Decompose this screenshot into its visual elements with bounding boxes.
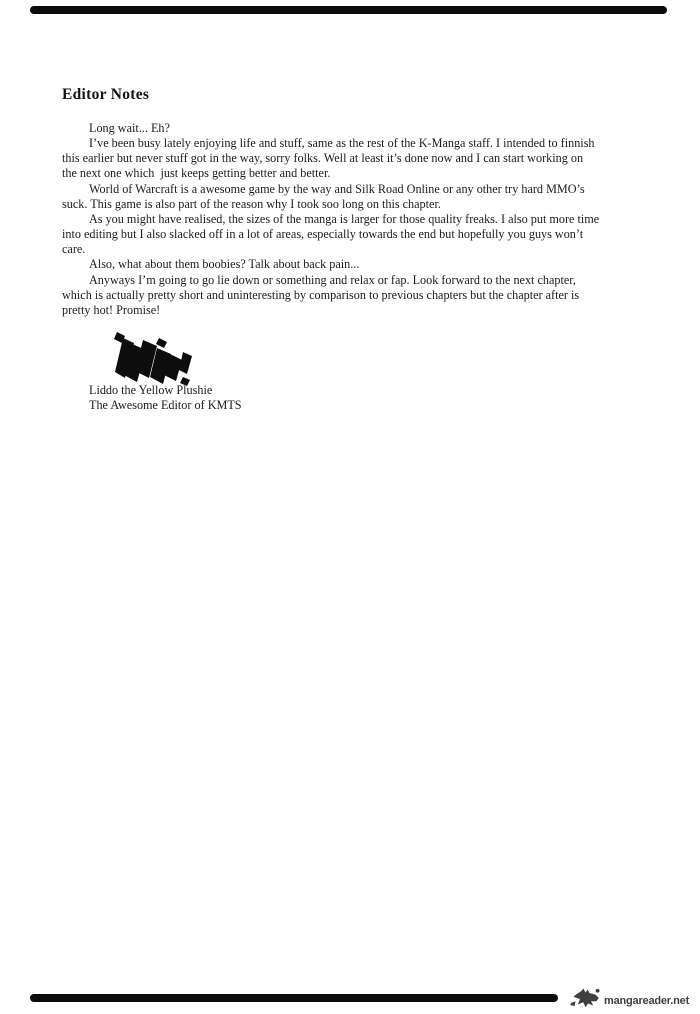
watermark-site-name: mangareader.net bbox=[604, 995, 690, 1007]
note-line: Long wait... Eh? bbox=[89, 121, 170, 135]
note-line: the next one which just keeps getting better and better. bbox=[62, 166, 331, 181]
note-line: this earlier but never stuff got in the way, sorry folks. Well at least it’s done now and I can start working on bbox=[62, 151, 584, 166]
page-title: Editor Notes bbox=[62, 86, 150, 103]
liddo-signature-scrawl-icon bbox=[107, 324, 202, 388]
note-line: Also, what about them boobies? Talk about back pain... bbox=[89, 257, 360, 272]
note-line: care. bbox=[62, 242, 86, 257]
note-line: into editing but I also slacked off in a lot of areas, especially towards the end but hopefully you guys won’t bbox=[62, 227, 584, 242]
note-line: pretty hot! Promise! bbox=[62, 302, 161, 317]
signature-block bbox=[89, 383, 242, 414]
signature-role: The Awesome Editor of KMTS bbox=[89, 398, 242, 413]
note-line: I’ve been busy lately enjoying life and stuff, same as the rest of the K-Manga staff. I intended to finnish bbox=[89, 136, 595, 151]
editor-note-text bbox=[62, 121, 599, 318]
signature-name: Liddo the Yellow Plushie bbox=[89, 383, 213, 397]
note-line: As you might have realised, the sizes of the manga is larger for those quality freaks. I also put more time bbox=[89, 211, 600, 226]
note-line: which is actually pretty short and uninteresting by comparison to previous chapters but the chapter after is bbox=[62, 287, 580, 302]
site-watermark bbox=[569, 988, 689, 1010]
scan-edge-top-bar bbox=[30, 6, 667, 14]
scan-edge-bottom-bar bbox=[30, 994, 558, 1002]
note-line: Anyways I’m going to go lie down or something and relax or fap. Look forward to the next chapter, bbox=[89, 272, 576, 287]
mangareader-dog-logo-icon bbox=[569, 988, 602, 1010]
note-line: suck. This game is also part of the reason why I took soo long on this chapter. bbox=[62, 196, 441, 211]
note-line: World of Warcraft is a awesome game by the way and Silk Road Online or any other try hard MMO’s bbox=[89, 181, 585, 196]
